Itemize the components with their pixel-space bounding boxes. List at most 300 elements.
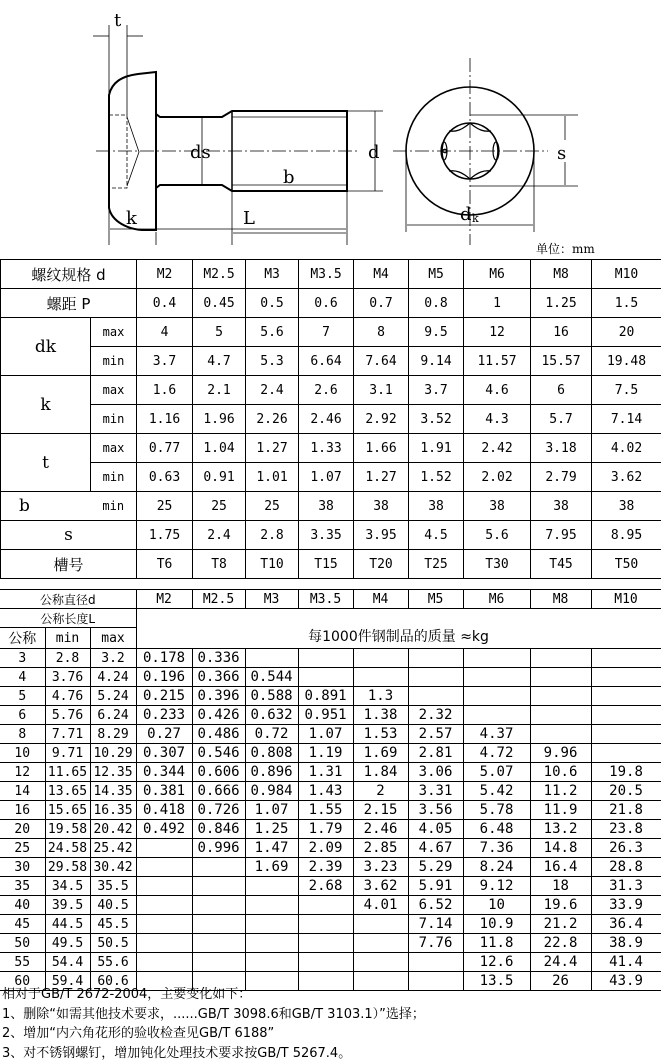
mass-value-cell (192, 934, 245, 953)
value-cell: 15.57 (531, 347, 592, 376)
nominal-length-cell: 16 (0, 801, 45, 820)
nominal-length-cell: 40 (0, 896, 45, 915)
nominal-length-cell: 20 (0, 820, 45, 839)
spec-row-t-min (1, 463, 661, 492)
value-cell: 5.6 (246, 318, 299, 347)
nominal-length-cell: 5 (0, 687, 45, 706)
nominal-length-cell: 14 (0, 782, 45, 801)
mass-value-cell (245, 953, 298, 972)
screw-drawing (0, 0, 661, 250)
mass-value-cell: 41.4 (591, 953, 661, 972)
size-cell: M2 (136, 590, 192, 609)
mass-value-cell: 7.14 (408, 915, 463, 934)
s-label: s (1, 521, 137, 550)
mass-value-cell: 21.8 (591, 801, 661, 820)
value-cell: 5.6 (464, 521, 531, 550)
size-cell: M3.5 (299, 260, 354, 289)
value-cell: 9.14 (409, 347, 464, 376)
mass-value-cell (530, 649, 591, 668)
nominal-length-cell: 45 (0, 915, 45, 934)
size-cell: M5 (409, 260, 464, 289)
value-cell: 4.6 (464, 376, 531, 405)
mass-value-cell (245, 915, 298, 934)
max-length-cell: 14.35 (90, 782, 136, 801)
value-cell: 5.7 (531, 405, 592, 434)
value-cell: 4.02 (592, 434, 661, 463)
mass-value-cell: 0.996 (192, 839, 245, 858)
svg-text:k: k (126, 208, 138, 229)
min-length-cell: 39.5 (45, 896, 90, 915)
value-cell: T10 (246, 550, 299, 579)
mass-value-cell: 13.5 (463, 972, 530, 991)
mass-value-cell (245, 877, 298, 896)
note-line: 3、对不锈钢螺钉，增加钝化处理技术要求按GB/T 5267.4。 (2, 1044, 425, 1063)
spec-row-t-max (1, 434, 661, 463)
value-cell: 4 (137, 318, 193, 347)
svg-text:d: d (368, 142, 380, 163)
mass-value-cell: 2.46 (353, 820, 408, 839)
min-length-cell: 15.65 (45, 801, 90, 820)
value-cell: T8 (193, 550, 246, 579)
mass-value-cell: 28.8 (591, 858, 661, 877)
value-cell: 6 (531, 376, 592, 405)
table-row (0, 839, 661, 858)
mass-value-cell: 1.38 (353, 706, 408, 725)
mass-value-cell: 0.233 (136, 706, 192, 725)
mass-value-cell: 0.366 (192, 668, 245, 687)
value-cell: 38 (592, 492, 661, 521)
mass-value-cell: 31.3 (591, 877, 661, 896)
size-cell: M2 (137, 260, 193, 289)
value-cell: 1.96 (193, 405, 246, 434)
value-cell: 4.7 (193, 347, 246, 376)
min-length-cell: 4.76 (45, 687, 90, 706)
mass-value-cell: 26 (530, 972, 591, 991)
mass-value-cell: 10.9 (463, 915, 530, 934)
max-length-cell: 5.24 (90, 687, 136, 706)
table-row (0, 820, 661, 839)
mass-value-cell (530, 687, 591, 706)
mass-value-cell: 16.4 (530, 858, 591, 877)
table-row (0, 934, 661, 953)
mass-value-cell: 6.48 (463, 820, 530, 839)
mass-value-cell (530, 706, 591, 725)
nominal-length-cell: 4 (0, 668, 45, 687)
mass-value-cell (298, 896, 353, 915)
mass-value-cell (353, 668, 408, 687)
mass-value-cell (353, 953, 408, 972)
min-length-cell: 59.4 (45, 972, 90, 991)
value-cell: 2.26 (246, 405, 299, 434)
min-length-cell: 19.58 (45, 820, 90, 839)
nominal-length-cell: 3 (0, 649, 45, 668)
value-cell: 3.95 (354, 521, 409, 550)
mass-row-size (0, 590, 661, 609)
min-length-cell: 49.5 (45, 934, 90, 953)
value-cell: 4.5 (409, 521, 464, 550)
value-cell: 1 (464, 289, 531, 318)
mass-value-cell: 0.381 (136, 782, 192, 801)
mass-value-cell: 0.984 (245, 782, 298, 801)
mass-value-cell: 1.25 (245, 820, 298, 839)
svg-text:L: L (243, 208, 255, 229)
side-view-labels (114, 10, 380, 229)
max-length-cell: 25.42 (90, 839, 136, 858)
mass-value-cell (136, 915, 192, 934)
mass-value-cell: 0.808 (245, 744, 298, 763)
mass-value-cell: 2.15 (353, 801, 408, 820)
mass-value-cell: 5.29 (408, 858, 463, 877)
value-cell: 3.1 (354, 376, 409, 405)
value-cell: 25 (137, 492, 193, 521)
size-cell: M4 (354, 260, 409, 289)
mass-value-cell: 3.06 (408, 763, 463, 782)
spec-table (0, 259, 661, 579)
note-line: 2、增加“内六角花形的验收检查见GB/T 6188” (2, 1024, 425, 1044)
mass-value-cell: 4.72 (463, 744, 530, 763)
mass-value-cell (530, 668, 591, 687)
value-cell: 1.25 (531, 289, 592, 318)
nominal-length-cell: 35 (0, 877, 45, 896)
mass-value-cell: 5.78 (463, 801, 530, 820)
size-cell: M2.5 (192, 590, 245, 609)
mass-value-cell: 0.891 (298, 687, 353, 706)
value-cell: 2.1 (193, 376, 246, 405)
value-cell: 1.91 (409, 434, 464, 463)
size-cell: M10 (592, 260, 661, 289)
mass-value-cell: 0.344 (136, 763, 192, 782)
value-cell: 1.01 (246, 463, 299, 492)
col-min: min (45, 628, 90, 649)
mass-value-cell: 19.8 (591, 763, 661, 782)
mass-value-cell: 19.6 (530, 896, 591, 915)
mass-value-cell: 0.178 (136, 649, 192, 668)
value-cell: 38 (409, 492, 464, 521)
table-row (0, 896, 661, 915)
mass-value-cell: 0.896 (245, 763, 298, 782)
max-length-cell: 60.6 (90, 972, 136, 991)
mass-value-cell: 2.81 (408, 744, 463, 763)
mass-value-cell: 0.27 (136, 725, 192, 744)
mass-value-cell: 1.69 (245, 858, 298, 877)
mass-value-cell: 1.19 (298, 744, 353, 763)
mass-value-cell: 24.4 (530, 953, 591, 972)
mass-value-cell (408, 668, 463, 687)
mass-value-cell: 14.8 (530, 839, 591, 858)
size-cell: M8 (531, 260, 592, 289)
value-cell: 1.16 (137, 405, 193, 434)
max-length-cell: 3.2 (90, 649, 136, 668)
value-cell: 11.57 (464, 347, 531, 376)
value-cell: T20 (354, 550, 409, 579)
k-label: k (1, 376, 91, 434)
mass-value-cell: 0.336 (192, 649, 245, 668)
mass-value-cell: 0.492 (136, 820, 192, 839)
min-length-cell: 9.71 (45, 744, 90, 763)
mass-table (0, 589, 661, 991)
mass-value-cell: 0.418 (136, 801, 192, 820)
mass-value-cell: 1.47 (245, 839, 298, 858)
mass-value-cell: 36.4 (591, 915, 661, 934)
mass-value-cell: 4.05 (408, 820, 463, 839)
value-cell: 25 (193, 492, 246, 521)
min-length-cell: 2.8 (45, 649, 90, 668)
mass-value-cell (192, 877, 245, 896)
svg-text:d: d (460, 204, 472, 225)
mass-value-cell: 1.07 (298, 725, 353, 744)
value-cell: 7 (299, 318, 354, 347)
mass-value-cell (298, 915, 353, 934)
value-cell: 2.8 (246, 521, 299, 550)
mass-value-cell: 1.53 (353, 725, 408, 744)
mass-value-cell: 3.23 (353, 858, 408, 877)
min-label: min (91, 347, 137, 376)
mass-value-cell: 2.39 (298, 858, 353, 877)
mass-value-cell: 9.12 (463, 877, 530, 896)
max-length-cell: 20.42 (90, 820, 136, 839)
value-cell: 3.7 (409, 376, 464, 405)
table-row (0, 668, 661, 687)
value-cell: 2.42 (464, 434, 531, 463)
mass-value-cell: 8.24 (463, 858, 530, 877)
mass-value-cell (192, 915, 245, 934)
table-row (0, 763, 661, 782)
svg-text:t: t (114, 10, 122, 31)
mass-value-cell: 1.79 (298, 820, 353, 839)
value-cell: T50 (592, 550, 661, 579)
mass-value-cell: 1.69 (353, 744, 408, 763)
mass-value-cell (298, 953, 353, 972)
mass-value-cell (463, 649, 530, 668)
table-row (0, 953, 661, 972)
max-length-cell: 16.35 (90, 801, 136, 820)
mass-value-cell (463, 687, 530, 706)
mass-value-cell (136, 896, 192, 915)
b-label: b (1, 492, 91, 521)
value-cell: 4.3 (464, 405, 531, 434)
size-cell: M8 (530, 590, 591, 609)
value-cell: 6.64 (299, 347, 354, 376)
mass-value-cell: 11.8 (463, 934, 530, 953)
svg-text:b: b (283, 167, 295, 188)
value-cell: 2.02 (464, 463, 531, 492)
mass-value-cell: 43.9 (591, 972, 661, 991)
value-cell: T15 (299, 550, 354, 579)
mass-value-cell (136, 877, 192, 896)
value-cell: 12 (464, 318, 531, 347)
mass-value-cell: 7.76 (408, 934, 463, 953)
min-length-cell: 3.76 (45, 668, 90, 687)
max-length-cell: 4.24 (90, 668, 136, 687)
value-cell: 1.27 (354, 463, 409, 492)
change-notes (2, 985, 425, 1063)
max-label: max (91, 318, 137, 347)
min-length-cell: 34.5 (45, 877, 90, 896)
table-row (0, 858, 661, 877)
table-row (0, 687, 661, 706)
mass-value-cell: 7.36 (463, 839, 530, 858)
spec-row-s (1, 521, 661, 550)
mass-value-cell: 26.3 (591, 839, 661, 858)
value-cell: 3.52 (409, 405, 464, 434)
nominal-length-cell: 30 (0, 858, 45, 877)
svg-text:ds: ds (190, 142, 211, 163)
top-view-labels (460, 143, 566, 225)
mass-value-cell: 1.84 (353, 763, 408, 782)
size-cell: M3.5 (298, 590, 353, 609)
value-cell: T6 (137, 550, 193, 579)
mass-value-cell (245, 896, 298, 915)
mass-value-cell: 10.6 (530, 763, 591, 782)
dk-label: dk (1, 318, 91, 376)
mass-value-cell (298, 649, 353, 668)
table-row (0, 706, 661, 725)
value-cell: 8.95 (592, 521, 661, 550)
value-cell: 2.4 (246, 376, 299, 405)
mass-value-cell: 11.2 (530, 782, 591, 801)
min-length-cell: 11.65 (45, 763, 90, 782)
mass-value-cell (192, 858, 245, 877)
value-cell: 0.45 (193, 289, 246, 318)
mass-value-cell: 11.9 (530, 801, 591, 820)
min-length-cell: 44.5 (45, 915, 90, 934)
mass-row-length-label (0, 609, 661, 628)
value-cell: 5 (193, 318, 246, 347)
max-length-cell: 30.42 (90, 858, 136, 877)
mass-value-cell: 0.606 (192, 763, 245, 782)
value-cell: 9.5 (409, 318, 464, 347)
mass-value-cell (136, 858, 192, 877)
mass-value-cell: 2.68 (298, 877, 353, 896)
pitch-label: 螺距 P (1, 289, 137, 318)
mass-value-cell (591, 687, 661, 706)
max-length-cell: 55.6 (90, 953, 136, 972)
value-cell: 2.4 (193, 521, 246, 550)
value-cell: T30 (464, 550, 531, 579)
mass-value-cell: 0.951 (298, 706, 353, 725)
max-length-cell: 12.35 (90, 763, 136, 782)
max-length-cell: 6.24 (90, 706, 136, 725)
value-cell: 0.4 (137, 289, 193, 318)
mass-value-cell: 0.396 (192, 687, 245, 706)
table-row (0, 801, 661, 820)
nominal-length-cell: 8 (0, 725, 45, 744)
mass-value-cell: 20.5 (591, 782, 661, 801)
mass-value-cell (463, 706, 530, 725)
value-cell: 1.52 (409, 463, 464, 492)
top-view (393, 58, 578, 245)
mass-value-cell: 10 (463, 896, 530, 915)
nominal-length-cell: 55 (0, 953, 45, 972)
svg-text:k: k (472, 212, 479, 225)
mass-value-cell: 0.726 (192, 801, 245, 820)
mass-value-cell: 2.09 (298, 839, 353, 858)
mass-value-cell: 22.8 (530, 934, 591, 953)
length-label: 公称长度L (0, 609, 136, 628)
nominal-length-cell: 25 (0, 839, 45, 858)
value-cell: 2.6 (299, 376, 354, 405)
mass-value-cell: 0.72 (245, 725, 298, 744)
mass-value-cell: 0.588 (245, 687, 298, 706)
value-cell: 3.18 (531, 434, 592, 463)
note-line: 1、删除“如需其他技术要求，......GB/T 3098.6和GB/T 3103.1）”选择； (2, 1005, 425, 1025)
mass-value-cell: 2.32 (408, 706, 463, 725)
mass-value-cell: 0.486 (192, 725, 245, 744)
slot-label: 槽号 (1, 550, 137, 579)
mass-value-cell: 5.91 (408, 877, 463, 896)
mass-value-cell (353, 915, 408, 934)
size-cell: M2.5 (193, 260, 246, 289)
value-cell: T25 (409, 550, 464, 579)
mass-value-cell: 0.215 (136, 687, 192, 706)
mass-value-cell: 2.85 (353, 839, 408, 858)
mass-value-cell: 21.2 (530, 915, 591, 934)
value-cell: 3.62 (592, 463, 661, 492)
mass-value-cell: 0.666 (192, 782, 245, 801)
value-cell: 7.95 (531, 521, 592, 550)
mass-value-cell: 38.9 (591, 934, 661, 953)
spec-row-b (1, 492, 661, 521)
mass-value-cell (192, 896, 245, 915)
mass-value-cell (463, 668, 530, 687)
value-cell: 0.7 (354, 289, 409, 318)
mass-value-cell: 18 (530, 877, 591, 896)
mass-value-cell (298, 668, 353, 687)
mass-value-cell: 0.426 (192, 706, 245, 725)
mass-value-cell (136, 934, 192, 953)
size-cell: M6 (463, 590, 530, 609)
max-length-cell: 50.5 (90, 934, 136, 953)
svg-text:s: s (557, 143, 566, 164)
mass-value-cell: 0.846 (192, 820, 245, 839)
size-cell: M10 (591, 590, 661, 609)
max-length-cell: 45.5 (90, 915, 136, 934)
spec-header-label: 螺纹规格 d (1, 260, 137, 289)
mass-value-cell: 0.307 (136, 744, 192, 763)
mass-value-cell: 3.62 (353, 877, 408, 896)
value-cell: 0.8 (409, 289, 464, 318)
mass-value-cell (245, 649, 298, 668)
mass-body (0, 649, 661, 991)
mass-value-cell: 5.07 (463, 763, 530, 782)
spec-row-slot (1, 550, 661, 579)
mass-value-cell: 0.544 (245, 668, 298, 687)
t-label: t (1, 434, 91, 492)
nominal-length-cell: 12 (0, 763, 45, 782)
value-cell: 1.27 (246, 434, 299, 463)
spec-row-size (1, 260, 661, 289)
nominal-length-cell: 10 (0, 744, 45, 763)
value-cell: 0.91 (193, 463, 246, 492)
max-length-cell: 40.5 (90, 896, 136, 915)
mass-value-cell (245, 934, 298, 953)
value-cell: 7.14 (592, 405, 661, 434)
table-row (0, 877, 661, 896)
spec-row-dk-max (1, 318, 661, 347)
value-cell: 19.48 (592, 347, 661, 376)
col-max: max (90, 628, 136, 649)
mass-value-cell (591, 649, 661, 668)
max-label: max (91, 376, 137, 405)
min-length-cell: 5.76 (45, 706, 90, 725)
min-label: min (91, 463, 137, 492)
mass-value-cell (530, 725, 591, 744)
mass-value-cell: 4.01 (353, 896, 408, 915)
table-row (0, 725, 661, 744)
mass-value-cell: 2.57 (408, 725, 463, 744)
value-cell: 16 (531, 318, 592, 347)
min-length-cell: 7.71 (45, 725, 90, 744)
